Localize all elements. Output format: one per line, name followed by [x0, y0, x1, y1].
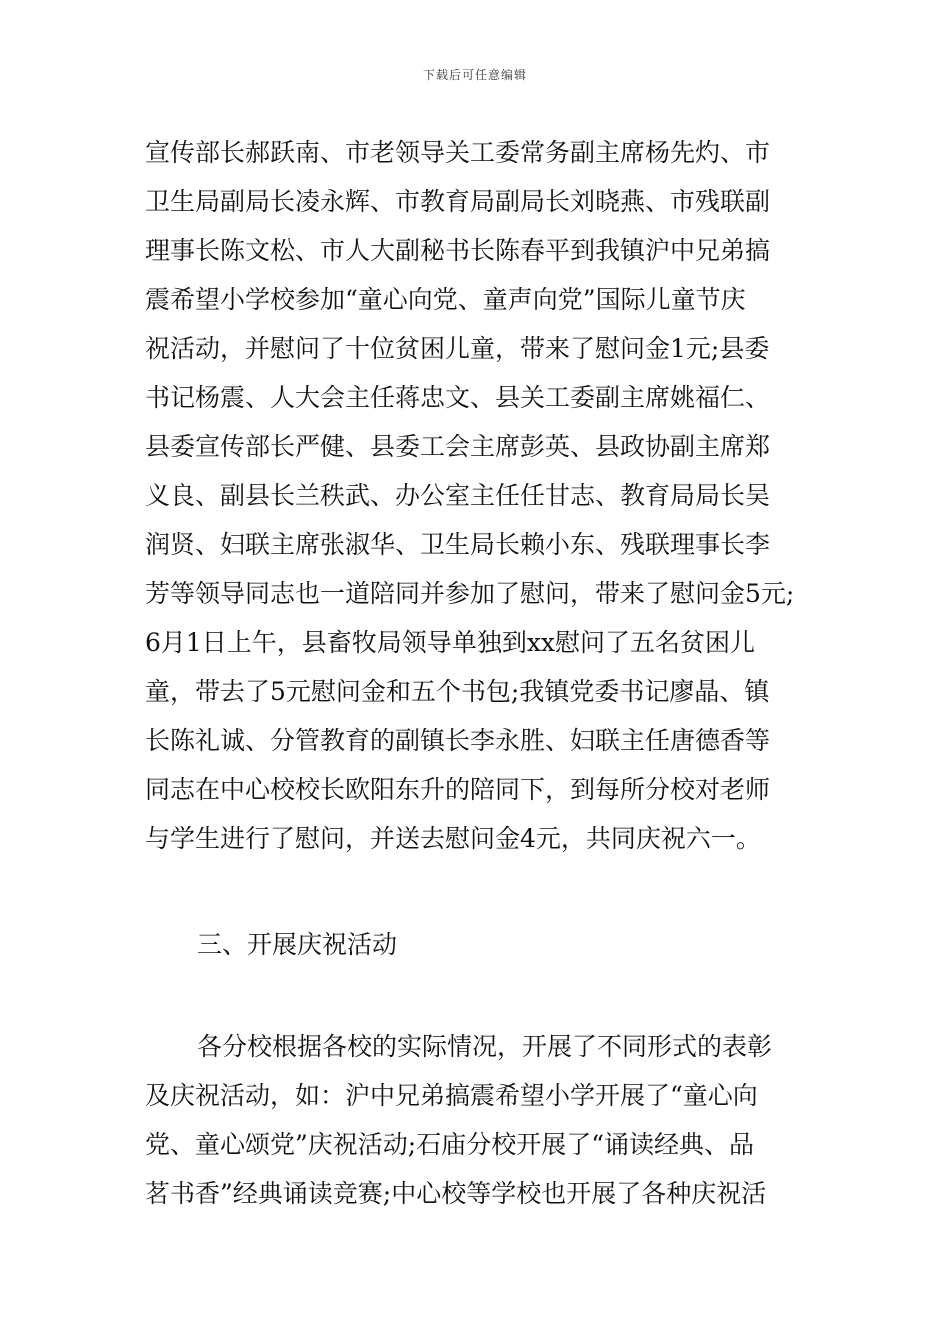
text-line: 与学生进行了慰问，并送去慰问金4元，共同庆祝六一。: [145, 824, 761, 853]
text-line: 6月1日上午，县畜牧局领导单独到xx慰问了五名贫困儿: [145, 628, 756, 657]
text-line: 长陈礼诚、分管教育的副镇长李永胜、妇联主任唐德香等: [145, 726, 771, 755]
text-line: 卫生局副局长凌永辉、市教育局副局长刘晓燕、市残联副: [145, 187, 771, 216]
text-line: 书记杨震、人大会主任蒋忠文、县关工委副主席姚福仁、: [145, 383, 771, 412]
text-line: 祝活动，并慰问了十位贫困儿童，带来了慰问金1元;县委: [145, 334, 770, 363]
text-line: 县委宣传部长严健、县委工会主席彭英、县政协副主席郑: [145, 432, 771, 461]
text-line: 芳等领导同志也一道陪同并参加了慰问，带来了慰问金5元;: [145, 579, 795, 608]
text-line: 各分校根据各校的实际情况，开展了不同形式的表彰: [197, 1032, 773, 1061]
text-line: 及庆祝活动，如：沪中兄弟搞震希望小学开展了“童心向: [145, 1081, 758, 1110]
section-heading-text: 三、开展庆祝活动: [197, 930, 398, 959]
text-line: 润贤、妇联主席张淑华、卫生局长赖小东、残联理事长李: [145, 530, 771, 559]
text-line: 宣传部长郝跃南、市老领导关工委常务副主席杨先灼、市: [145, 138, 771, 167]
text-line: 震希望小学校参加“童心向党、童声向党”国际儿童节庆: [145, 285, 746, 314]
text-line: 党、童心颂党”庆祝活动;石庙分校开展了“诵读经典、品: [145, 1130, 754, 1159]
text-line: 同志在中心校校长欧阳东升的陪同下，到每所分校对老师: [145, 775, 771, 804]
page-header: 下载后可任意编辑: [422, 68, 527, 82]
text-line: 理事长陈文松、市人大副秘书长陈春平到我镇沪中兄弟搞: [145, 236, 771, 265]
text-line: 义良、副县长兰秩武、办公室主任任甘志、教育局局长吴: [145, 481, 771, 510]
paragraph-celebrations: [145, 1022, 810, 1218]
text-line: 童，带去了5元慰问金和五个书包;我镇党委书记廖晶、镇: [145, 677, 770, 706]
section-heading: [145, 920, 810, 969]
paragraph-leaders-visit: [145, 128, 810, 863]
text-line: 茗书香”经典诵读竞赛;中心校等学校也开展了各种庆祝活: [145, 1179, 767, 1208]
